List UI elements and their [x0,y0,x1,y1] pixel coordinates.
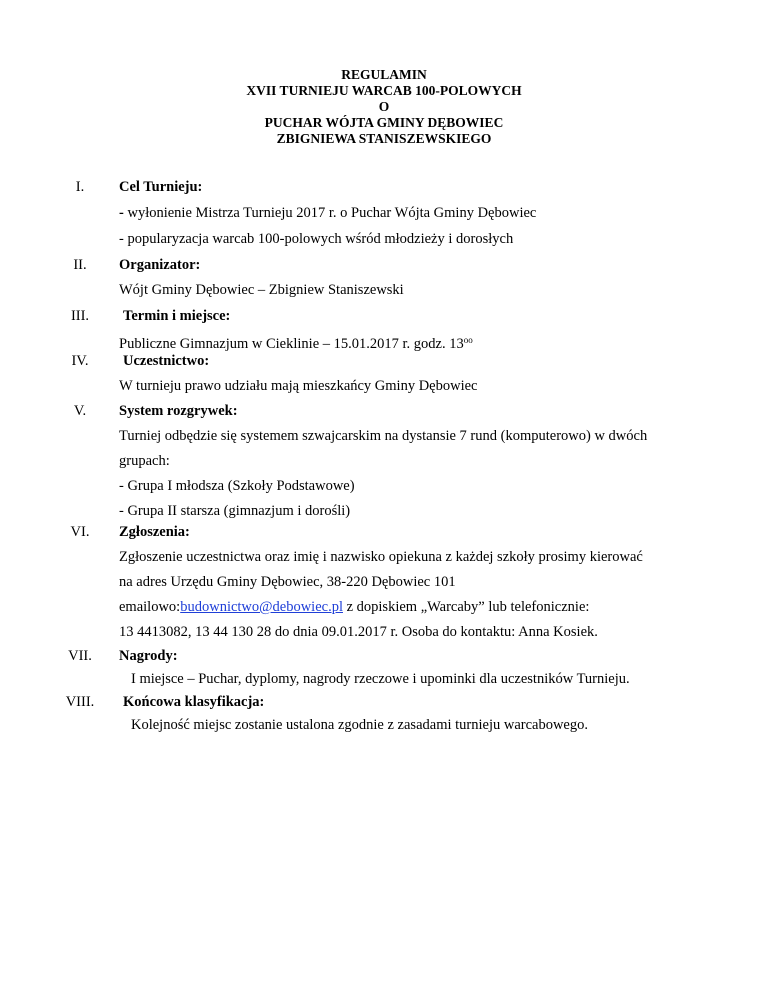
email-prefix: emailowo: [119,599,181,615]
time-superscript: oo [463,335,473,345]
section-line: - Grupa I młodsza (Szkoły Podstawowe) [119,478,355,494]
section-heading: Zgłoszenia: [119,524,190,540]
dash-marker: - [119,205,124,221]
section-line: 13 4413082, 13 44 130 28 do dnia 09.01.2017 r. Osoba do kontaktu: Anna Kosiek. [119,624,598,640]
section-number: VIII. [65,694,95,710]
section-line: Wójt Gminy Dębowiec – Zbigniew Staniszewski [119,282,404,298]
section-heading: Końcowa klasyfikacja: [123,694,265,710]
title-line-4: PUCHAR WÓJTA GMINY DĘBOWIEC [264,115,504,130]
section-number: III. [70,308,90,324]
email-suffix: z dopiskiem „Warcaby” lub telefonicznie: [342,599,590,615]
section-heading: Cel Turnieju: [119,179,203,195]
section-line: Turniej odbędzie się systemem szwajcarskim na dystansie 7 rund (komputerowo) w dwóch [119,428,648,444]
section-heading: Organizator: [119,257,201,273]
section-number: IV. [71,353,89,369]
section-number: I. [75,179,85,195]
section-line: Zgłoszenie uczestnictwa oraz imię i nazwisko opiekuna z każdej szkoły prosimy kierować [119,549,643,565]
title-line-2: XVII TURNIEJU WARCAB 100-POLOWYCH [246,83,522,98]
title-line-1: REGULAMIN [341,67,427,82]
section-heading: Termin i miejsce: [123,308,231,324]
section-number: VI. [70,524,90,540]
section-heading: System rozgrywek: [119,403,238,419]
section-line: - popularyzacja warcab 100-polowych wśród młodzieży i dorosłych [119,231,514,247]
section-line-text: wyłonienie Mistrza Turnieju 2017 r. o Puchar Wójta Gminy Dębowiec [123,205,537,221]
section-number: II. [73,257,87,273]
section-line: na adres Urzędu Gminy Dębowiec, 38-220 Dębowiec 101 [119,574,456,590]
section-line [119,597,589,617]
section-line: - Grupa II starsza (gimnazjum i dorośli) [119,503,351,519]
section-line: W turnieju prawo udziału mają mieszkańcy Gminy Dębowiec [119,378,478,394]
section-line-text: Publiczne Gimnazjum w Cieklinie – 15.01.2017 r. godz. 13 [119,336,464,352]
title-line-3: O [378,99,390,114]
section-number: VII. [68,648,92,664]
section-line: I miejsce – Puchar, dyplomy, nagrody rzeczowe i upominki dla uczestników Turnieju. [131,671,630,687]
section-line: Kolejność miejsc zostanie ustalona zgodnie z zasadami turnieju warcabowego. [131,717,588,733]
email-link[interactable]: budownictwo@debowiec.pl [180,599,343,615]
section-number: V. [73,403,87,419]
document-title [0,67,768,147]
section-line [119,203,536,223]
section-heading: Nagrody: [119,648,178,664]
title-line-5: ZBIGNIEWA STANISZEWSKIEGO [276,131,492,146]
section-line: grupach: [119,453,170,469]
section-heading: Uczestnictwo: [123,353,210,369]
